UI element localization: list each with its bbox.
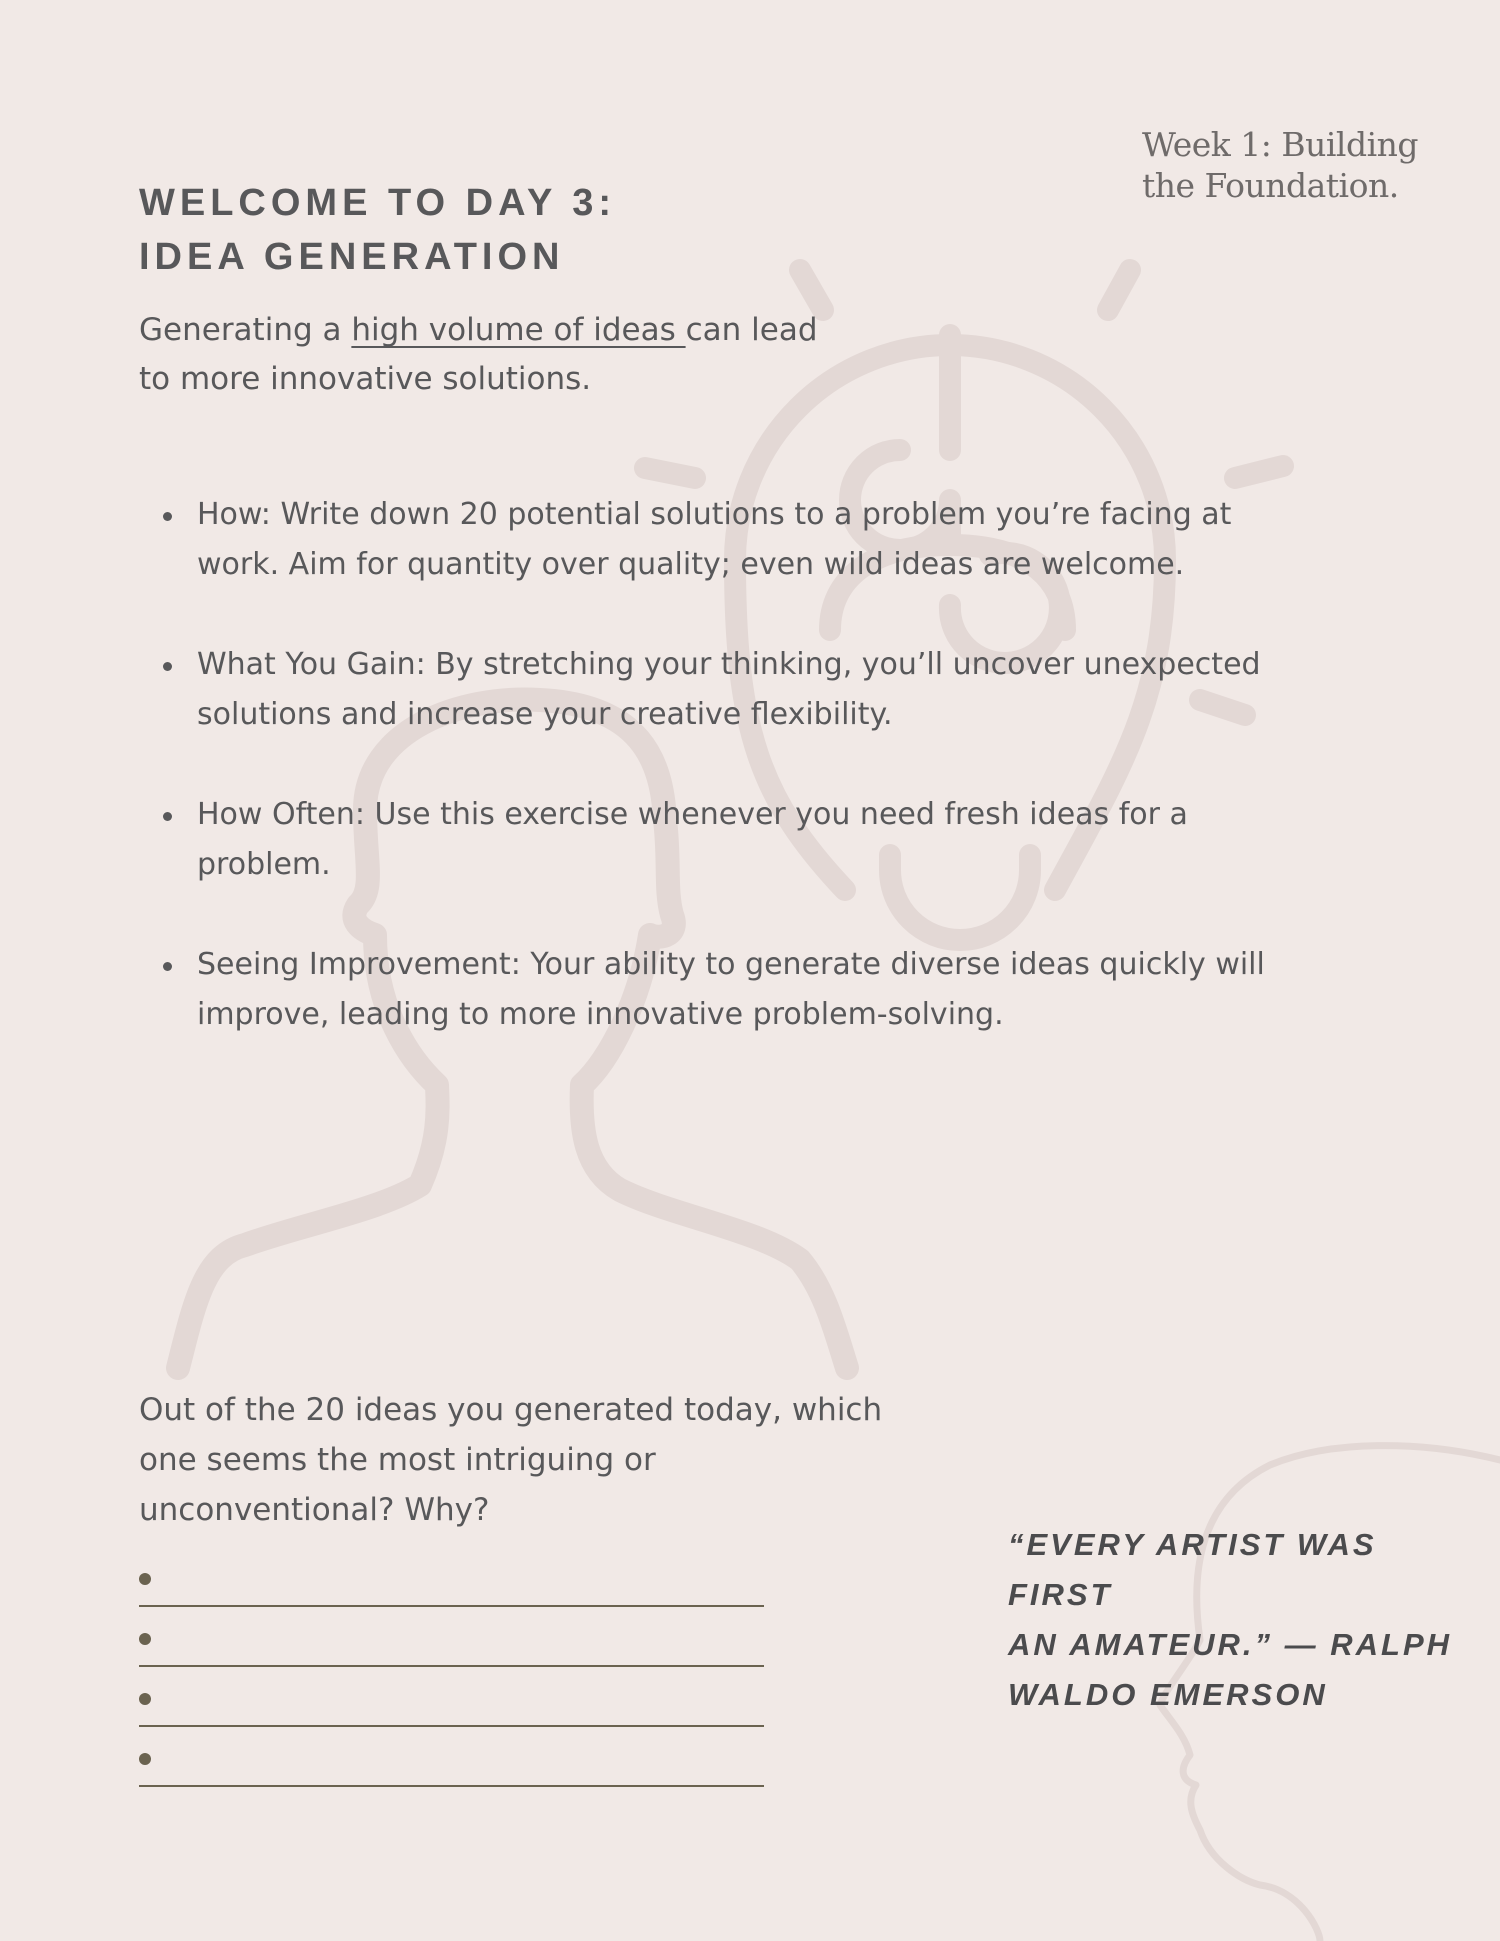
quote-line1: “EVERY ARTIST WAS FIRST (1008, 1527, 1377, 1612)
intro-line2: to more innovative solutions. (139, 361, 592, 397)
bullet-icon (139, 1753, 151, 1765)
answer-line-1[interactable] (139, 1570, 764, 1607)
list-item-line1: How: Write down 20 potential solutions to a problem you’re facing at (197, 497, 1232, 532)
list-item-line2: improve, leading to more innovative problem-solving. (197, 997, 1004, 1032)
week-label-line2: the Foundation. (1142, 166, 1399, 205)
intro-line1 (139, 306, 859, 355)
intro-text-after: can lead (685, 312, 818, 348)
intro-text-before: Generating a (139, 312, 352, 348)
bullet-icon (139, 1633, 151, 1645)
list-item (139, 640, 1359, 740)
bullet-icon (139, 1693, 151, 1705)
list-item (139, 490, 1359, 590)
intro-paragraph (139, 306, 859, 404)
week-label-line1: Week 1: Building (1142, 125, 1419, 164)
answer-lines (139, 1570, 764, 1787)
bullet-icon (139, 1573, 151, 1585)
quote (1008, 1520, 1478, 1720)
reflection-line2: one seems the most intriguing or (139, 1442, 656, 1478)
list-item-line1: Seeing Improvement: Your ability to generate diverse ideas quickly will (197, 947, 1265, 982)
answer-line-2[interactable] (139, 1607, 764, 1667)
reflection-line1: Out of the 20 ideas you generated today, which (139, 1392, 883, 1428)
quote-line2: AN AMATEUR.” — RALPH (1008, 1627, 1453, 1662)
week-label (1142, 124, 1442, 206)
list-item-line2: solutions and increase your creative flexibility. (197, 697, 893, 732)
answer-line-4[interactable] (139, 1727, 764, 1787)
quote-line3: WALDO EMERSON (1008, 1677, 1328, 1712)
list-item-line2: work. Aim for quantity over quality; even wild ideas are welcome. (197, 547, 1185, 582)
list-item-line2: problem. (197, 847, 331, 882)
page-title-line2: IDEA GENERATION (139, 236, 565, 278)
list-item (139, 790, 1359, 890)
list-item-line1: What You Gain: By stretching your thinking, you’ll uncover unexpected (197, 647, 1261, 682)
instruction-list (139, 490, 1359, 1090)
bullet-icon (163, 512, 172, 521)
reflection-line3: unconventional? Why? (139, 1492, 490, 1528)
intro-emphasis: high volume of ideas (351, 312, 686, 348)
answer-line-3[interactable] (139, 1667, 764, 1727)
reflection-question (139, 1385, 939, 1535)
page-title (139, 176, 616, 284)
list-item (139, 940, 1359, 1040)
list-item-line1: How Often: Use this exercise whenever you need fresh ideas for a (197, 797, 1188, 832)
bullet-icon (163, 662, 172, 671)
bullet-icon (163, 812, 172, 821)
bullet-icon (163, 962, 172, 971)
page-title-line1: WELCOME TO DAY 3: (139, 182, 617, 224)
